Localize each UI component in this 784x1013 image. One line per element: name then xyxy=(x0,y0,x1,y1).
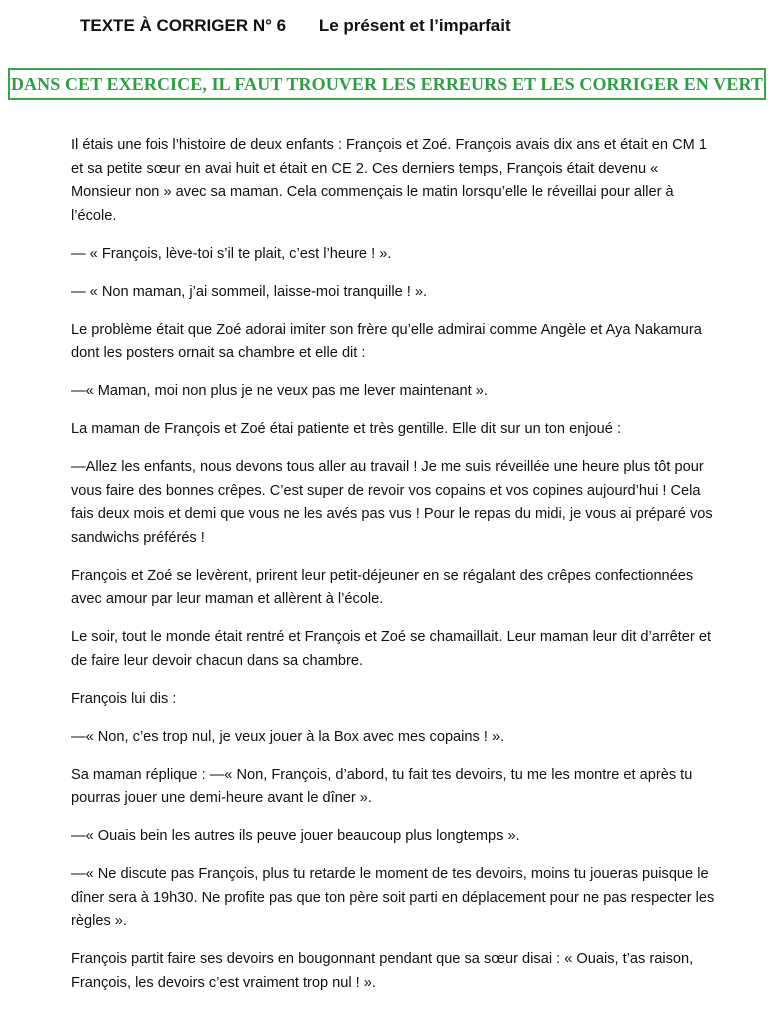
page-subtitle: Le présent et l’imparfait xyxy=(318,16,511,35)
instruction-text: DANS CET EXERCICE, IL FAUT TROUVER LES ERREURS ET LES CORRIGER EN VERT xyxy=(10,73,764,94)
paragraph: — « Non maman, j’ai sommeil, laisse-moi tranquille ! ». xyxy=(71,283,428,300)
page-title: TEXTE À CORRIGER N° 6 xyxy=(80,16,287,35)
paragraph: François lui dis : xyxy=(71,690,177,707)
paragraph: —« Maman, moi non plus je ne veux pas me lever maintenant ». xyxy=(71,383,488,399)
page-header xyxy=(80,16,511,36)
paragraph: —« Ne discute pas François, plus tu retarde le moment de tes devoirs, moins tu joueras puisque le dîner sera à 19h30. Ne profite pas que ton père soit parti en déplacement pour ne pas respecter les règles ». xyxy=(71,866,715,929)
paragraph: Le problème était que Zoé adorai imiter son frère qu’elle admirai comme Angèle et Aya Nakamura dont les posters ornait sa chambre et elle dit : xyxy=(71,321,702,361)
paragraph: Il étais une fois l’histoire de deux enfants : François et Zoé. François avais dix ans et était en CM 1 et sa petite sœur en avai huit et était en CE 2. Ces derniers temps, François était devenu « Monsieur non » avec sa maman. Cela commençais le matin lorsqu’elle le réveillai pour aller à l’école. xyxy=(71,137,707,224)
paragraph: Le soir, tout le monde était rentré et François et Zoé se chamaillait. Leur maman leur dit d’arrêter et de faire leur devoir chacun dans sa chambre. xyxy=(71,629,712,669)
paragraph: La maman de François et Zoé étai patiente et très gentille. Elle dit sur un ton enjoué : xyxy=(71,421,622,437)
paragraph: —Allez les enfants, nous devons tous aller au travail ! Je me suis réveillée une heure plus tôt pour vous faire des bonnes crêpes. C’est super de revoir vos copains et vos copines aujourd’hui ! Cela fais deux mois et demi que vous ne les avés pas vus ! Pour le repas du midi, je vous ai préparé vos sandwichs préférés ! xyxy=(71,459,713,546)
paragraph: —« Ouais bein les autres ils peuve jouer beaucoup plus longtemps ». xyxy=(71,828,520,844)
paragraph: — « François, lève-toi s’il te plait, c’est l’heure ! ». xyxy=(71,245,392,262)
paragraph: Sa maman réplique : —« Non, François, d’abord, tu fait tes devoirs, tu me les montre et après tu pourras jouer une demi-heure avant le dîner ». xyxy=(71,766,693,806)
paragraph: François et Zoé se levèrent, prirent leur petit-déjeuner en se régalant des crêpes confectionnées avec amour par leur maman et allèrent à l’école. xyxy=(71,567,694,607)
paragraph: —« Non, c’es trop nul, je veux jouer à la Box avec mes copains ! ». xyxy=(71,728,505,745)
paragraph: François partit faire ses devoirs en bougonnant pendant que sa sœur disai : « Ouais, t’as raison, François, les devoirs c’est vraiment trop nul ! ». xyxy=(71,951,694,991)
exercise-text xyxy=(71,134,721,1010)
instruction-banner xyxy=(8,68,766,100)
